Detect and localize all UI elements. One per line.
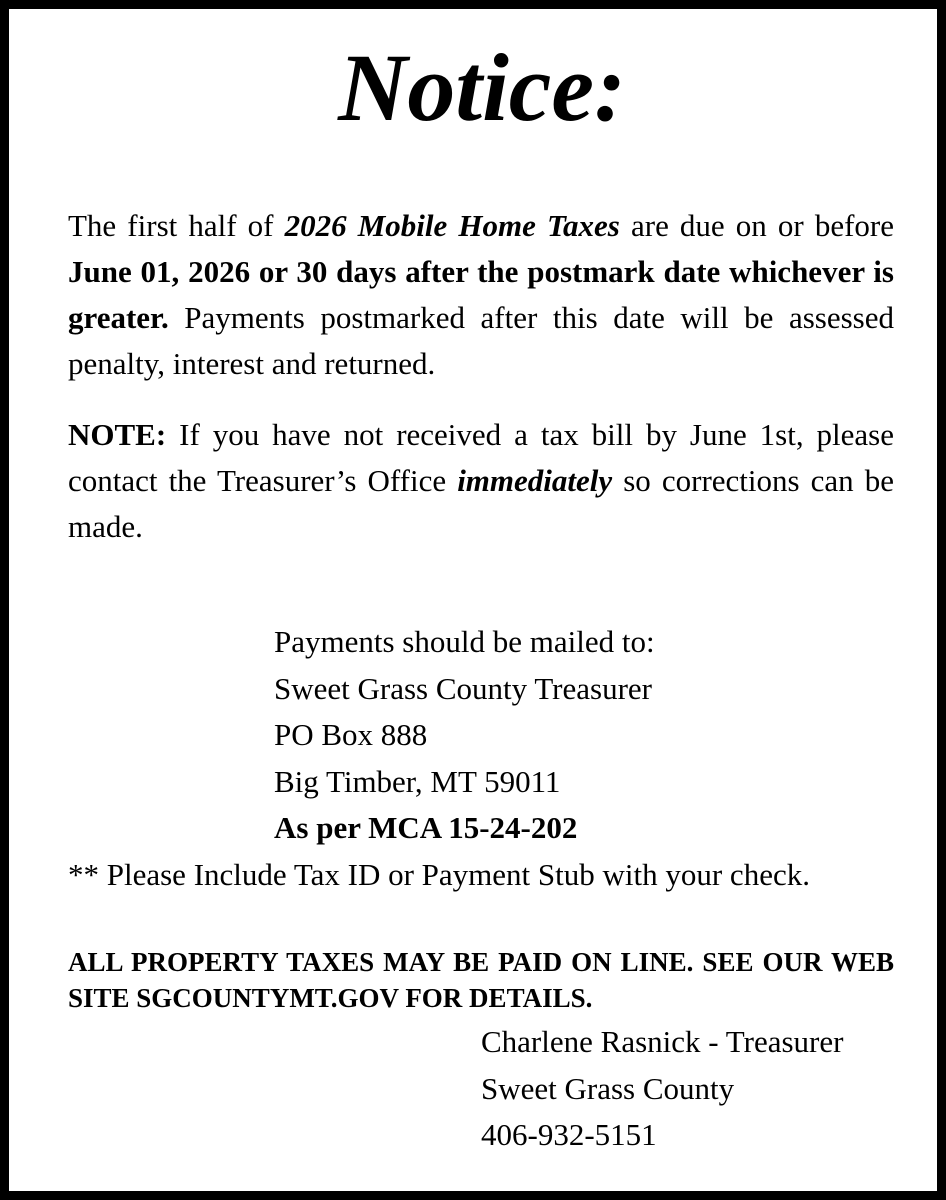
- signature-block: [481, 1019, 901, 1159]
- phone-number: 406-932-5151: [481, 1117, 657, 1152]
- due-date-paragraph: [68, 203, 894, 387]
- immediately-emphasis: immediately: [457, 463, 613, 498]
- statute-reference: As per MCA 15-24-202: [274, 810, 578, 845]
- mailing-intro: Payments should be mailed to:: [274, 624, 655, 659]
- tax-year-emphasis: 2026 Mobile Home Taxes: [284, 208, 620, 243]
- county-name: Sweet Grass County: [481, 1070, 735, 1106]
- mailing-po-box: PO Box 888: [274, 717, 428, 752]
- mailing-city-state-zip: Big Timber, MT 59011: [274, 763, 561, 799]
- include-tax-id-note: ** Please Include Tax ID or Payment Stub with your check.: [68, 857, 810, 892]
- penalty-text: Payments postmarked after this date will be assessed penalty, interest and returned.: [68, 300, 894, 381]
- online-payment-note: ALL PROPERTY TAXES MAY BE PAID ON LINE. SEE OUR WEB SITE SGCOUNTYMT.GOV FOR DETAILS.: [68, 947, 894, 1013]
- due-intro-text: The first half of: [68, 208, 285, 243]
- due-text: are due on or before: [619, 208, 895, 243]
- note-label: NOTE:: [68, 417, 167, 452]
- note-paragraph: [68, 412, 894, 550]
- note-end-text: so corrections can be made.: [68, 463, 894, 544]
- due-date-emphasis: June 01, 2026 or 30 days after the postmark date whichever is greater.: [68, 254, 894, 335]
- treasurer-name: Charlene Rasnick - Treasurer: [481, 1024, 844, 1059]
- notice-title: Notice:: [338, 34, 626, 141]
- note-text: If you have not received a tax bill by June 1st, please contact the Treasurer’s Office: [68, 417, 894, 498]
- mailing-address-block: [274, 619, 894, 852]
- mailing-recipient: Sweet Grass County Treasurer: [274, 670, 652, 706]
